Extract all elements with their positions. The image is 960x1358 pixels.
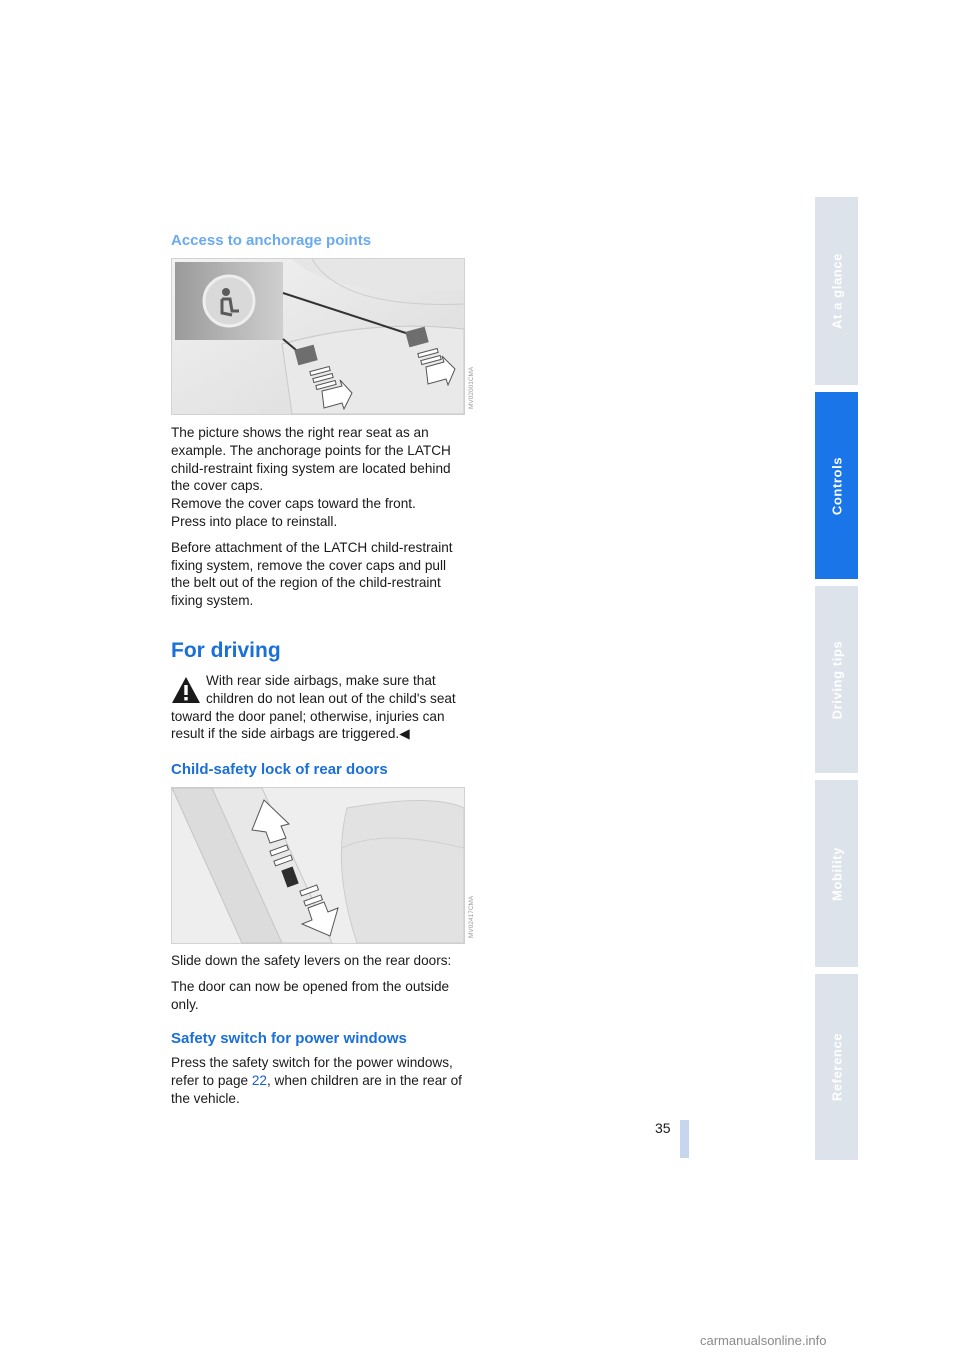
door-lock-illustration [172,788,464,943]
page-number: 35 [655,1120,671,1136]
tab-reference[interactable] [815,974,858,1160]
tab-label: Controls [829,456,844,515]
page-reference-link[interactable]: 22 [251,1072,267,1088]
figure-anchorage-points [171,258,475,415]
safety-lock-paragraph-1: Slide down the safety levers on the rear doors: [171,953,452,968]
tab-mobility[interactable] [815,780,858,967]
figure-code: MV02417CMA [468,895,475,938]
figure-code: MV02001CMA [468,366,475,409]
safety-lock-paragraph-2: The door can now be opened from the outside only. [171,978,450,1012]
tab-label: Reference [829,1032,844,1102]
tab-at-a-glance[interactable] [815,197,858,385]
tab-driving-tips[interactable] [815,586,858,773]
heading-for-driving: For driving [171,639,281,662]
page-number-bar [680,1120,689,1158]
heading-safety-switch-power-windows: Safety switch for power windows [171,1030,407,1047]
anchorage-paragraphs [171,424,471,618]
figure-child-safety-lock [171,787,475,944]
section-tabs [815,197,858,1160]
anchorage-paragraph-2: Before attachment of the LATCH child-restraint fixing system, remove the cover caps and pull the belt out of the region of the child-restraint fixing system. [171,539,453,609]
rear-seat-illustration [172,259,464,414]
anchorage-paragraph-1: The picture shows the right rear seat as an example. The anchorage points for the LATCH child-restraint fixing system are located behind the cover caps. Remove the cover caps toward the front. Press into place to reinstall. [171,425,451,529]
tab-label: Driving tips [829,640,844,719]
tab-label: At a glance [829,253,844,329]
footer-site[interactable]: carmanualsonline.info [700,1333,827,1348]
heading-access-anchorage-points: Access to anchorage points [171,232,372,249]
heading-child-safety-lock: Child-safety lock of rear doors [171,761,388,778]
safety-lock-paragraphs [171,952,471,1021]
warning-paragraph: With rear side airbags, make sure that children do not lean out of the child's seat toward the door panel; otherwise, injuries can result if the side airbags are triggered.◀ [171,673,456,742]
tab-controls[interactable] [815,392,858,579]
safety-switch-paragraph: Press the safety switch for the power windows, refer to page 22, when children are in the rear of the vehicle. [171,1055,462,1106]
tab-label: Mobility [829,846,844,901]
